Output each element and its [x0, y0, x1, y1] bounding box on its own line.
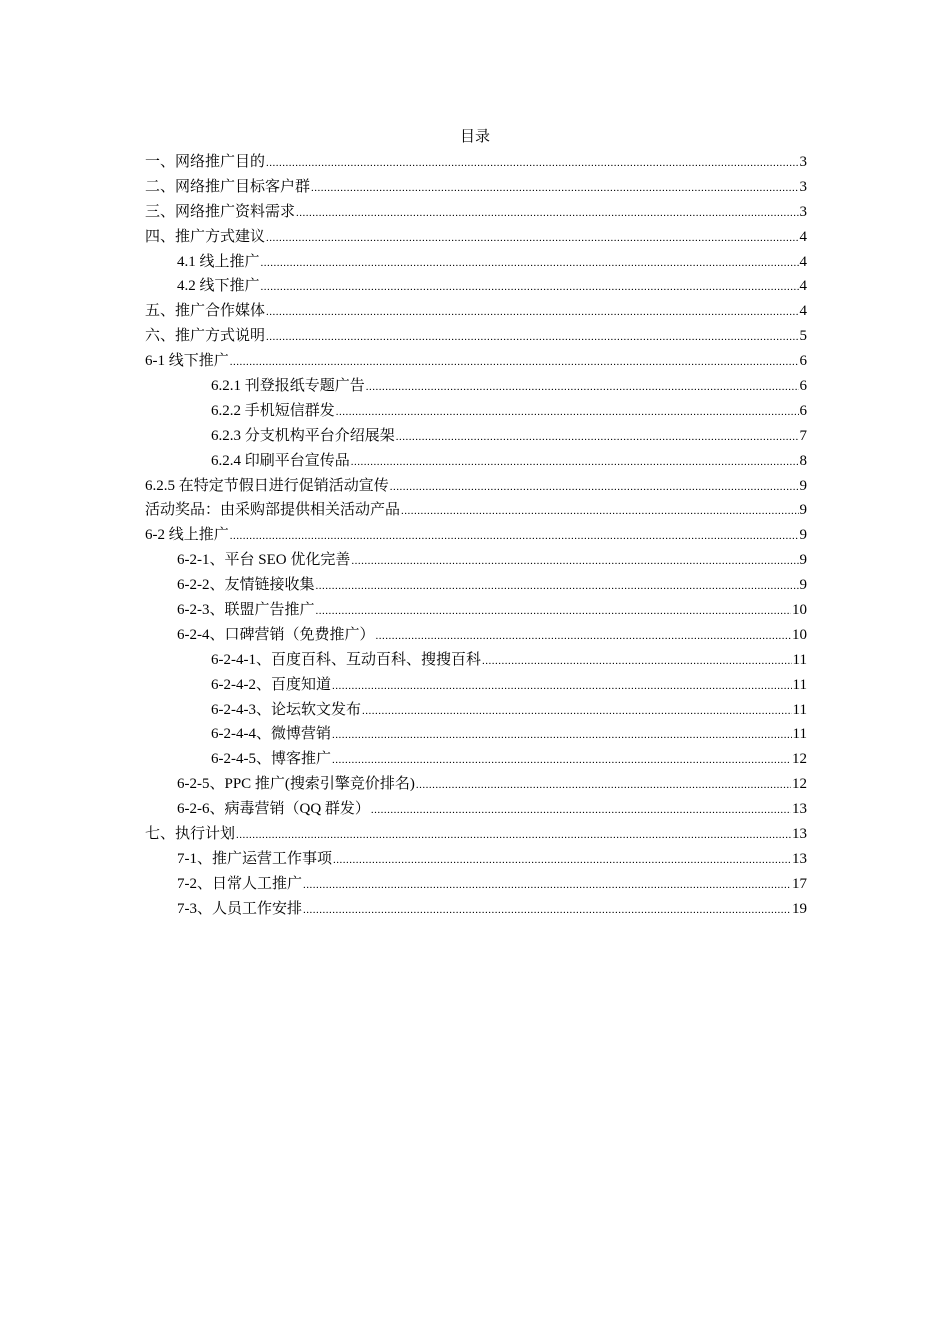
toc-entry[interactable] — [145, 648, 807, 673]
toc-dot-leader — [332, 723, 792, 748]
toc-entry-text: 6-2-2、友情链接收集 — [177, 577, 315, 594]
toc-entry-text: 6-2-3、联盟广告推广 — [177, 602, 315, 619]
toc-entry[interactable] — [145, 822, 807, 847]
toc-entry-page-number: 4 — [799, 303, 807, 320]
toc-dot-leader — [266, 151, 798, 176]
toc-dot-leader — [401, 499, 798, 524]
toc-entry[interactable] — [145, 897, 807, 922]
toc-entry[interactable] — [145, 250, 807, 275]
toc-dot-leader — [332, 674, 792, 699]
toc-entry-text: 7-1、推广运营工作事项 — [177, 850, 332, 867]
toc-dot-leader — [316, 599, 792, 624]
toc-dot-leader — [371, 798, 791, 823]
toc-entry-text: 6-2-4、口碑营销（免费推广） — [177, 626, 375, 643]
toc-dot-leader — [336, 400, 799, 425]
toc-entry-text: 6.2.3 分支机构平台介绍展架 — [211, 427, 395, 444]
toc-entry-page-number: 19 — [792, 900, 807, 917]
toc-entry[interactable] — [145, 523, 807, 548]
toc-entry-text: 活动奖品：由采购部提供相关活动产品 — [145, 502, 401, 519]
toc-entry[interactable] — [145, 847, 807, 872]
toc-entry[interactable] — [145, 797, 807, 822]
toc-entry[interactable] — [145, 374, 807, 399]
toc-dot-leader — [266, 226, 798, 251]
toc-dot-leader — [261, 275, 799, 300]
toc-entry-text: 6-2-6、病毒营销（QQ 群发） — [177, 801, 370, 818]
toc-entry-text: 6.2.2 手机短信群发 — [211, 402, 335, 419]
toc-dot-leader — [316, 574, 799, 599]
toc-entry[interactable] — [145, 150, 807, 175]
toc-title: 目录 — [459, 129, 490, 145]
toc-entry[interactable] — [145, 548, 807, 573]
toc-entry-text: 二、网络推广目标客户群 — [145, 178, 311, 195]
toc-entry[interactable] — [145, 424, 807, 449]
toc-entry-text: 四、推广方式建议 — [145, 228, 266, 245]
toc-entry[interactable] — [145, 399, 807, 424]
toc-dot-leader — [236, 823, 791, 848]
toc-entry[interactable] — [145, 698, 807, 723]
toc-entry[interactable] — [145, 872, 807, 897]
toc-entry-page-number: 17 — [792, 875, 807, 892]
toc-entry-page-number: 12 — [792, 776, 807, 793]
toc-entry-page-number: 4 — [799, 228, 807, 245]
toc-entry-text: 6.2.4 印刷平台宣传品 — [211, 452, 350, 469]
toc-entry-page-number: 12 — [792, 751, 807, 768]
toc-entry-text: 7-2、日常人工推广 — [177, 875, 302, 892]
toc-entry-text: 6-2-4-5、博客推广 — [211, 751, 331, 768]
toc-entry-text: 6-2-1、平台 SEO 优化完善 — [177, 552, 351, 569]
toc-dot-leader — [366, 375, 799, 400]
toc-entry-text: 6-1 线下推广 — [145, 353, 229, 370]
toc-entry-page-number: 11 — [792, 651, 807, 668]
toc-entry-page-number: 13 — [792, 850, 807, 867]
toc-entry-page-number: 9 — [799, 527, 807, 544]
toc-dot-leader — [376, 624, 792, 649]
toc-entry[interactable] — [145, 747, 807, 772]
toc-dot-leader — [416, 773, 791, 798]
toc-dot-leader — [351, 549, 798, 574]
toc-entry-page-number: 9 — [799, 552, 807, 569]
toc-entry[interactable] — [145, 474, 807, 499]
toc-entry-text: 一、网络推广目的 — [145, 154, 266, 170]
toc-list — [145, 150, 807, 922]
toc-entry-page-number: 7 — [799, 427, 807, 444]
toc-dot-leader — [230, 524, 799, 549]
toc-dot-leader — [230, 350, 799, 375]
toc-entry-page-number: 3 — [799, 154, 807, 170]
toc-entry-page-number: 5 — [799, 328, 807, 345]
toc-dot-leader — [296, 201, 798, 226]
toc-entry[interactable] — [145, 225, 807, 250]
toc-entry-text: 4.1 线上推广 — [177, 253, 260, 270]
toc-entry-page-number: 6 — [799, 402, 807, 419]
toc-dot-leader — [332, 748, 791, 773]
toc-entry[interactable] — [145, 449, 807, 474]
toc-dot-leader — [303, 873, 791, 898]
toc-entry-text: 7-3、人员工作安排 — [177, 900, 302, 917]
toc-entry[interactable] — [145, 324, 807, 349]
toc-entry[interactable] — [145, 772, 807, 797]
toc-entry-page-number: 4 — [799, 253, 807, 270]
toc-entry-text: 4.2 线下推广 — [177, 278, 260, 295]
toc-dot-leader — [390, 475, 799, 500]
toc-entry-page-number: 3 — [799, 178, 807, 195]
toc-entry[interactable] — [145, 623, 807, 648]
toc-dot-leader — [266, 325, 798, 350]
toc-entry-text: 五、推广合作媒体 — [145, 303, 266, 320]
toc-entry[interactable] — [145, 175, 807, 200]
toc-entry-text: 六、推广方式说明 — [145, 328, 266, 345]
toc-entry[interactable] — [145, 673, 807, 698]
toc-entry-page-number: 6 — [799, 378, 807, 395]
toc-entry-text: 七、执行计划 — [145, 826, 236, 843]
toc-entry-text: 6.2.5 在特定节假日进行促销活动宣传 — [145, 477, 389, 494]
toc-entry-page-number: 9 — [799, 477, 807, 494]
toc-entry[interactable] — [145, 573, 807, 598]
toc-entry-text: 6-2-4-1、百度百科、互动百科、搜搜百科 — [211, 651, 481, 668]
toc-entry-page-number: 10 — [792, 626, 807, 643]
toc-entry-page-number: 11 — [792, 726, 807, 743]
toc-entry[interactable] — [145, 299, 807, 324]
toc-entry[interactable] — [145, 274, 807, 299]
toc-entry-page-number: 3 — [799, 203, 807, 220]
toc-entry-page-number: 9 — [799, 502, 807, 519]
toc-entry-text: 6-2-5、PPC 推广(搜索引擎竞价排名) — [177, 776, 415, 793]
toc-dot-leader — [482, 649, 792, 674]
toc-entry-text: 三、网络推广资料需求 — [145, 203, 296, 220]
toc-entry-page-number: 9 — [799, 577, 807, 594]
toc-dot-leader — [333, 848, 791, 873]
toc-entry[interactable] — [145, 598, 807, 623]
toc-entry-text: 6-2 线上推广 — [145, 527, 229, 544]
toc-dot-leader — [311, 176, 798, 201]
toc-entry-page-number: 11 — [792, 676, 807, 693]
toc-entry-page-number: 6 — [799, 353, 807, 370]
toc-entry[interactable] — [145, 498, 807, 523]
toc-entry-text: 6.2.1 刊登报纸专题广告 — [211, 378, 365, 395]
toc-entry-page-number: 10 — [792, 602, 807, 619]
toc-entry[interactable] — [145, 349, 807, 374]
toc-dot-leader — [266, 300, 798, 325]
toc-entry-page-number: 13 — [792, 826, 807, 843]
toc-dot-leader — [396, 425, 799, 450]
toc-dot-leader — [351, 450, 799, 475]
toc-entry[interactable] — [145, 200, 807, 225]
toc-entry-text: 6-2-4-4、微博营销 — [211, 726, 331, 743]
toc-entry-page-number: 11 — [792, 701, 807, 718]
toc-entry-text: 6-2-4-3、论坛软文发布 — [211, 701, 361, 718]
toc-dot-leader — [362, 699, 792, 724]
toc-entry-page-number: 4 — [799, 278, 807, 295]
toc-entry-text: 6-2-4-2、百度知道 — [211, 676, 331, 693]
toc-dot-leader — [303, 898, 791, 923]
toc-entry[interactable] — [145, 722, 807, 747]
toc-entry-page-number: 8 — [799, 452, 807, 469]
toc-dot-leader — [261, 251, 799, 276]
toc-entry-page-number: 13 — [792, 801, 807, 818]
